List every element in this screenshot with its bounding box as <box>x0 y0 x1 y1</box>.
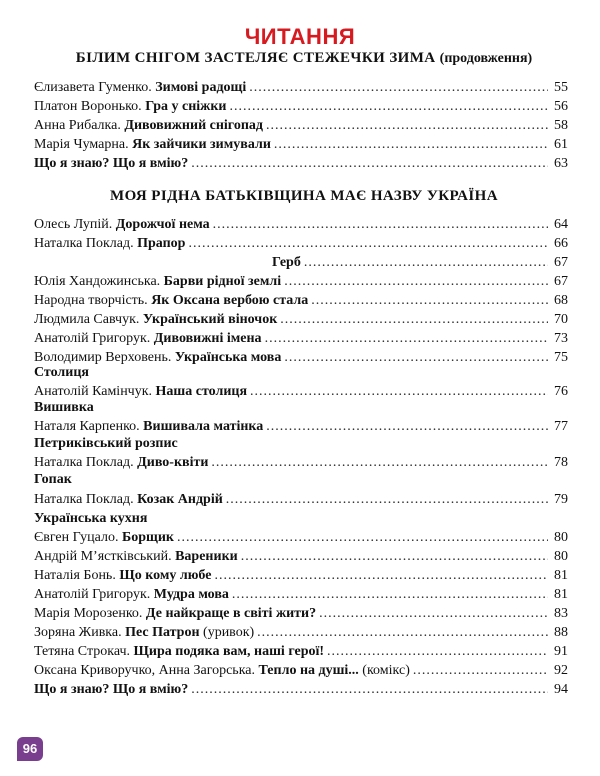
leader-dots <box>191 680 548 699</box>
toc-entry[interactable] <box>34 234 568 253</box>
toc-entry[interactable] <box>34 78 568 97</box>
page-title: ЧИТАННЯ <box>244 24 356 49</box>
entry-title: Вишивала матінка <box>143 419 264 434</box>
entry-title: Що я знаю? Що я вмію? <box>34 682 189 697</box>
entry-page: 55 <box>554 80 568 95</box>
entry-page: 78 <box>554 455 568 470</box>
entry-title: Де найкраще в світі жити? <box>145 606 317 621</box>
entry-page: 58 <box>554 118 568 133</box>
entry-page: 77 <box>554 419 568 434</box>
page-number-badge: 96 <box>17 737 43 761</box>
subheading-hopak: Гопак <box>34 472 72 487</box>
entry-page: 75 <box>554 350 568 365</box>
entry-page: 79 <box>554 492 568 507</box>
entry-title: Вареники <box>175 549 238 564</box>
toc-entry[interactable] <box>34 215 568 234</box>
entry-author: Анна Рибалка. <box>34 118 121 133</box>
entry-page: 70 <box>554 312 568 327</box>
entry-page: 76 <box>554 384 568 399</box>
toc-entry[interactable] <box>34 642 568 661</box>
toc-entry-self-check[interactable] <box>34 680 568 699</box>
subheading-cuisine: Українська кухня <box>34 511 148 526</box>
entry-author: Народна творчість. <box>34 293 148 308</box>
leader-dots <box>250 382 548 401</box>
leader-dots <box>229 97 548 116</box>
leader-dots <box>413 661 548 680</box>
toc-entry[interactable] <box>34 547 568 566</box>
entry-page: 67 <box>554 274 568 289</box>
toc-entry[interactable] <box>34 528 568 547</box>
leader-dots <box>226 490 548 509</box>
leader-dots <box>265 329 548 348</box>
entry-author: Людмила Савчук. <box>34 312 140 327</box>
entry-page: 91 <box>554 644 568 659</box>
toc-entry[interactable] <box>34 310 568 329</box>
toc-entry[interactable] <box>34 135 568 154</box>
entry-author: Олесь Лупій. <box>34 217 113 232</box>
toc-entry[interactable] <box>34 566 568 585</box>
leader-dots <box>280 310 548 329</box>
section-title-homeland: МОЯ РІДНА БАТЬКІВЩИНА МАЄ НАЗВУ УКРАЇНА <box>110 188 498 204</box>
toc-entry[interactable] <box>34 253 568 272</box>
entry-title: Диво-квіти <box>137 455 209 470</box>
entry-author: Марія Чумарна. <box>34 137 129 152</box>
entry-author: Єлизавета Гуменко. <box>34 80 152 95</box>
entry-page: 92 <box>554 663 568 678</box>
toc-entry[interactable] <box>34 661 568 680</box>
entry-title: Наша столиця <box>155 384 248 399</box>
toc-entry[interactable] <box>34 604 568 623</box>
leader-dots <box>284 272 548 291</box>
leader-dots <box>214 566 548 585</box>
entry-page: 64 <box>554 217 568 232</box>
entry-title: Гра у сніжки <box>145 99 227 114</box>
entry-author: Наталка Поклад. <box>34 236 134 251</box>
entry-author: Наталія Бонь. <box>34 568 116 583</box>
entry-title: Тепло на душі... <box>258 663 359 678</box>
entry-title: Мудра мова <box>153 587 229 602</box>
entry-title: Українська мова <box>174 350 282 365</box>
entry-page: 61 <box>554 137 568 152</box>
entry-title: Борщик <box>122 530 174 545</box>
entry-page: 80 <box>554 530 568 545</box>
toc-entry[interactable] <box>34 623 568 642</box>
leader-dots <box>319 604 548 623</box>
entry-title: Прапор <box>137 236 186 251</box>
entry-author: Юлія Хандожинська. <box>34 274 161 289</box>
entry-author: Марія Морозенко. <box>34 606 143 621</box>
leader-dots <box>177 528 548 547</box>
entry-title: Що я знаю? Що я вмію? <box>34 156 189 171</box>
leader-dots <box>327 642 548 661</box>
toc-entry[interactable] <box>34 382 568 401</box>
entry-page: 66 <box>554 236 568 251</box>
entry-title: Барви рідної землі <box>163 274 282 289</box>
subheading-capital: Столиця <box>34 365 89 380</box>
entry-page: 63 <box>554 156 568 171</box>
entry-author: Євген Гуцало. <box>34 530 119 545</box>
entry-page: 81 <box>554 568 568 583</box>
toc-entry[interactable] <box>34 116 568 135</box>
leader-dots <box>213 215 548 234</box>
toc-entry[interactable] <box>34 453 568 472</box>
entry-author: Платон Воронько. <box>34 99 142 114</box>
entry-page: 67 <box>554 255 568 270</box>
toc-entry[interactable] <box>34 490 568 509</box>
entry-page: 81 <box>554 587 568 602</box>
leader-dots <box>191 154 548 173</box>
leader-dots <box>249 78 548 97</box>
entry-title: Як зайчики зимували <box>132 137 271 152</box>
leader-dots <box>304 253 548 272</box>
subheading-petrykivka: Петриківський розпис <box>34 436 178 451</box>
toc-entry[interactable] <box>34 97 568 116</box>
leader-dots <box>241 547 548 566</box>
toc-entry[interactable] <box>34 329 568 348</box>
entry-title: Пес Патрон <box>125 625 200 640</box>
entry-title: Дивовижний снігопад <box>124 118 263 133</box>
toc-entry-self-check[interactable] <box>34 154 568 173</box>
toc-entry[interactable] <box>34 585 568 604</box>
entry-author: Зоряна Живка. <box>34 625 122 640</box>
entry-title: Дорожчої нема <box>115 217 210 232</box>
section-title-winter <box>34 50 574 67</box>
leader-dots <box>266 116 548 135</box>
leader-dots <box>232 585 548 604</box>
entry-title: Герб <box>272 255 301 270</box>
entry-title: Зимові радощі <box>155 80 247 95</box>
entry-note: (уривок) <box>199 625 255 640</box>
entry-page: 56 <box>554 99 568 114</box>
leader-dots <box>284 348 548 367</box>
entry-author: Андрій М’ястківський. <box>34 549 172 564</box>
entry-title: Козак Андрій <box>137 492 223 507</box>
leader-dots <box>311 291 548 310</box>
entry-author: Наталка Поклад. <box>34 492 134 507</box>
leader-dots <box>188 234 548 253</box>
entry-author: Анатолій Камінчук. <box>34 384 153 399</box>
entry-title: Дивовижні імена <box>153 331 262 346</box>
toc-entry[interactable] <box>34 272 568 291</box>
entry-page: 80 <box>554 549 568 564</box>
entry-page: 88 <box>554 625 568 640</box>
section-title-text: БІЛИМ СНІГОМ ЗАСТЕЛЯЄ СТЕЖЕЧКИ ЗИМА <box>75 50 436 66</box>
leader-dots <box>274 135 548 154</box>
leader-dots <box>211 453 548 472</box>
toc-entry[interactable] <box>34 291 568 310</box>
toc-entry[interactable] <box>34 348 568 367</box>
entry-author: Наталка Поклад. <box>34 455 134 470</box>
section-title-note: (продовження) <box>439 51 533 66</box>
subheading-embroidery: Вишивка <box>34 400 94 415</box>
entry-author: Тетяна Строкач. <box>34 644 131 659</box>
entry-author: Оксана Криворучко, Анна Загорська. <box>34 663 255 678</box>
entry-title: Щира подяка вам, наші герої! <box>133 644 325 659</box>
leader-dots <box>266 417 548 436</box>
entry-author: Анатолій Григорук. <box>34 587 151 602</box>
entry-author: Володимир Верховень. <box>34 350 172 365</box>
entry-author: Наталя Карпенко. <box>34 419 140 434</box>
entry-title: Як Оксана вербою стала <box>151 293 309 308</box>
entry-note: (комікс) <box>358 663 410 678</box>
leader-dots <box>257 623 548 642</box>
entry-author: Анатолій Григорук. <box>34 331 151 346</box>
entry-page: 73 <box>554 331 568 346</box>
entry-page: 94 <box>554 682 568 697</box>
entry-title: Український віночок <box>142 312 278 327</box>
entry-page: 83 <box>554 606 568 621</box>
entry-title: Що кому любе <box>119 568 212 583</box>
entry-page: 68 <box>554 293 568 308</box>
